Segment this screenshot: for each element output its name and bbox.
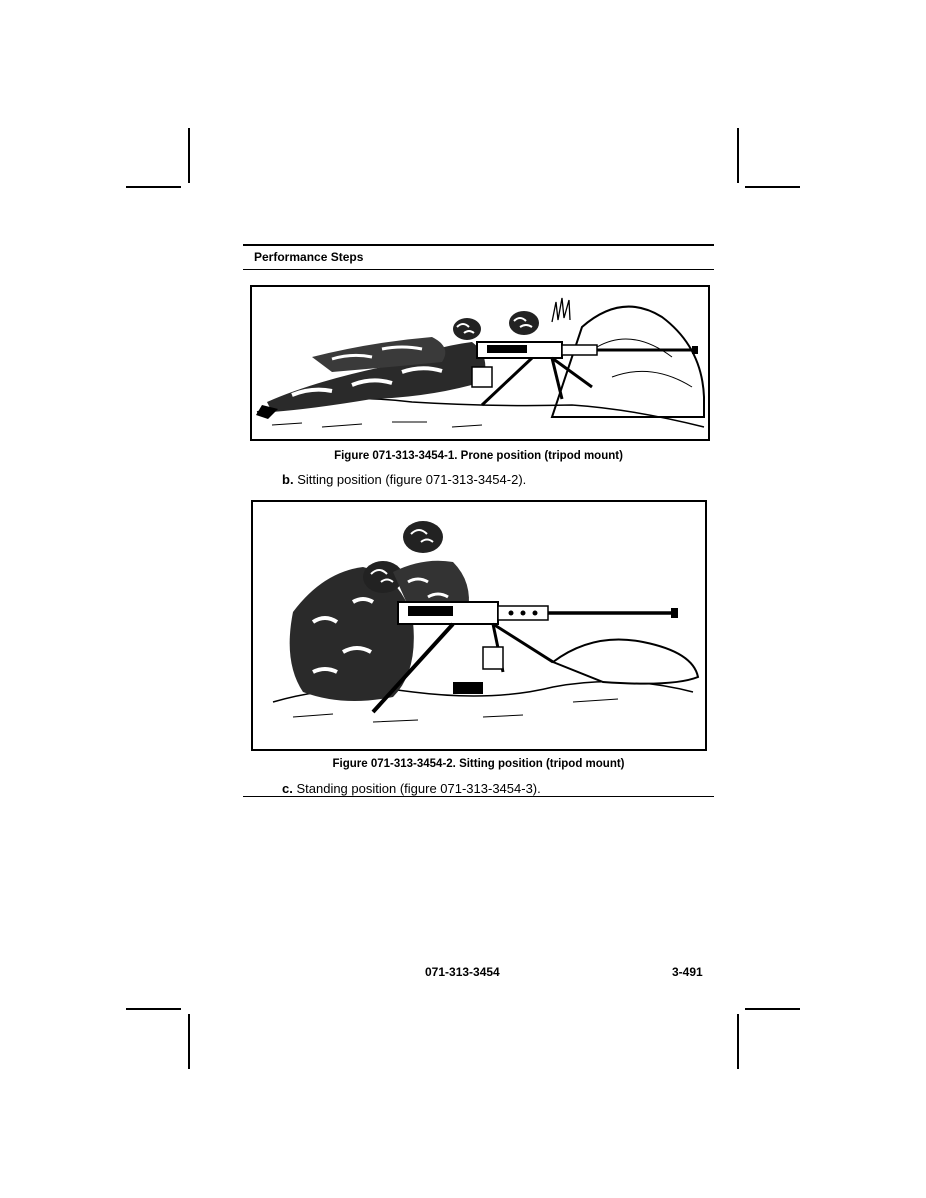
section-title: Performance Steps [254, 250, 364, 264]
step-c-text: Standing position (figure 071-313-3454-3). [296, 781, 541, 796]
figure-2-caption: Figure 071-313-3454-2. Sitting position (tripod mount) [332, 758, 625, 770]
step-b [282, 472, 526, 487]
crop-mark-top-left-horizontal [126, 186, 181, 188]
footer-page-number: 3-491 [672, 965, 703, 979]
prone-position-illustration [252, 287, 708, 439]
crop-mark-bottom-right-vertical [737, 1014, 739, 1069]
figure-2-frame [251, 500, 707, 751]
footer-task-number: 071-313-3454 [425, 965, 500, 979]
crop-mark-top-right-horizontal [745, 186, 800, 188]
crop-mark-bottom-right-horizontal [745, 1008, 800, 1010]
figure-1-frame [250, 285, 710, 441]
step-b-text: Sitting position (figure 071-313-3454-2). [297, 472, 527, 487]
step-c-letter: c. [282, 781, 293, 796]
crop-mark-top-left-vertical [188, 128, 190, 183]
figure-1-caption: Figure 071-313-3454-1. Prone position (tripod mount) [334, 450, 623, 462]
crop-mark-bottom-left-horizontal [126, 1008, 181, 1010]
header-bottom-rule [243, 269, 714, 270]
header-top-rule [243, 244, 714, 246]
content-bottom-rule [243, 796, 714, 797]
sitting-position-illustration [253, 502, 705, 749]
step-b-letter: b. [282, 472, 294, 487]
crop-mark-top-right-vertical [737, 128, 739, 183]
step-c [282, 781, 541, 796]
crop-mark-bottom-left-vertical [188, 1014, 190, 1069]
